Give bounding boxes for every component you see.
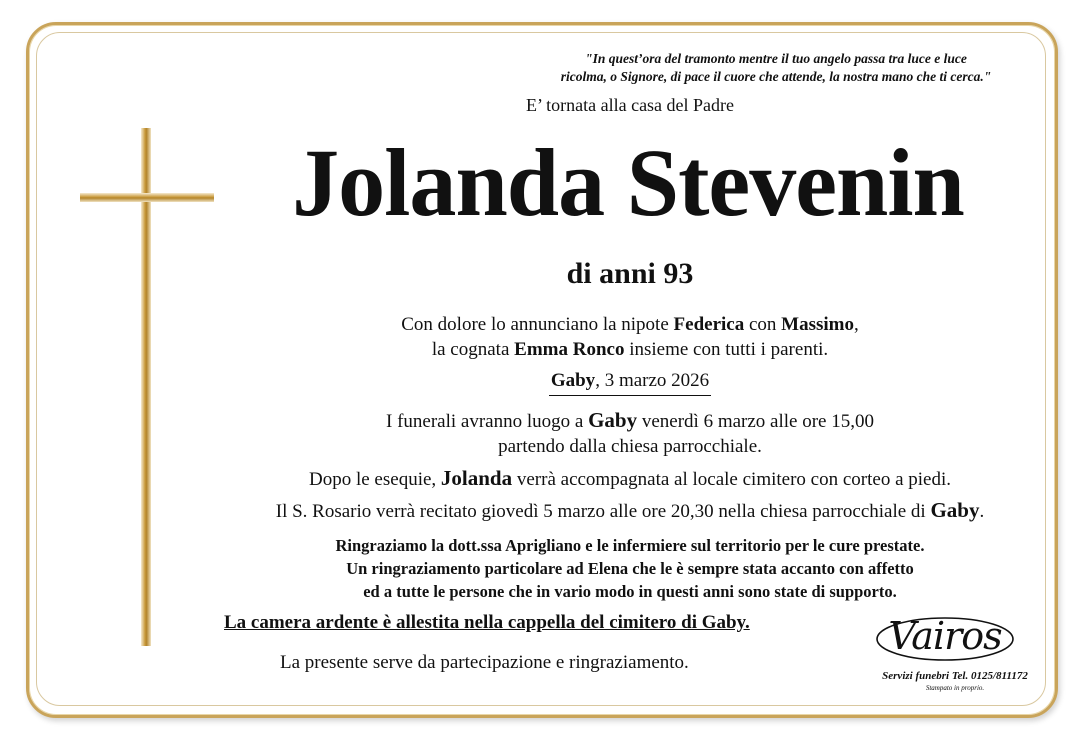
vairos-logo — [870, 606, 1030, 696]
rosary-info — [210, 498, 1050, 524]
quote-line: ricolma, o Signore, di pace il cuore che attende, la nostra mano che ti cerca." — [560, 69, 992, 84]
logo-print-note: Stampato in proprio. — [925, 684, 985, 692]
funeral-place: Gaby — [588, 408, 638, 432]
funeral-line: partendo dalla chiesa parrocchiale. — [498, 436, 762, 457]
rosary-text: Il S. Rosario verrà recitato giovedì 5 marzo alle ore 20,30 nella chiesa parrocchiale di — [275, 501, 931, 522]
funeral-line — [210, 408, 1050, 434]
burial-text: Dopo le esequie, — [309, 469, 441, 490]
logo-contact: Servizi funebri Tel. 0125/811172 — [882, 670, 1028, 682]
burial-text: verrà accompagnata al locale cimitero con corteo a piedi. — [512, 469, 951, 490]
announce-name: Emma Ronco — [514, 339, 625, 360]
thanks-block — [210, 534, 1050, 603]
announce-text: Con dolore lo annunciano la nipote — [401, 314, 674, 335]
deceased-age: di anni 93 — [566, 257, 694, 290]
announce-name: Massimo — [781, 314, 854, 335]
date-text: , 3 marzo 2026 — [595, 370, 710, 391]
rosary-place: Gaby — [930, 498, 980, 522]
quote-line: "In quest’ora del tramonto mentre il tuo angelo passa tra luce e luce — [585, 51, 967, 66]
announcement-line — [210, 312, 1050, 337]
burial-info — [210, 466, 1050, 492]
announce-text: insieme con tutti i parenti. — [624, 339, 829, 360]
cross-icon-vertical — [141, 128, 151, 646]
funeral-text: venerdì 6 marzo alle ore 15,00 — [637, 411, 874, 432]
cross-icon-horizontal — [80, 193, 214, 202]
deceased-name: Jolanda Stevenin — [292, 129, 964, 236]
rosary-text: . — [979, 501, 985, 522]
logo-brand: Vairos — [888, 614, 1002, 658]
burial-name: Jolanda — [440, 466, 513, 490]
announcement-line — [210, 337, 1050, 362]
announce-text: , — [853, 314, 859, 335]
thanks-line: Un ringraziamento particolare ad Elena che le è sempre stata accanto con affetto — [346, 559, 914, 578]
opening-quote — [516, 50, 1036, 86]
announce-text: la cognata — [431, 339, 515, 360]
place-name: Gaby — [550, 370, 596, 391]
place-date — [210, 368, 1050, 396]
closing-text: La presente serve da partecipazione e ringraziamento. — [280, 652, 689, 673]
place-date-underlined — [549, 368, 711, 396]
chapel-notice: La camera ardente è allestita nella cappella del cimitero di Gaby. — [224, 612, 750, 633]
thanks-line: ed a tutte le persone che in vario modo in questi anni sono state di supporto. — [363, 582, 897, 601]
thanks-line: Ringraziamo la dott.ssa Aprigliano e le infermiere sul territorio per le cure prestate. — [335, 536, 925, 555]
announcement — [210, 312, 1050, 362]
announce-name: Federica — [673, 314, 745, 335]
funeral-info — [210, 408, 1050, 459]
intro-text: E’ tornata alla casa del Padre — [525, 95, 735, 115]
announce-text: con — [744, 314, 782, 335]
funeral-text: I funerali avranno luogo a — [386, 411, 589, 432]
